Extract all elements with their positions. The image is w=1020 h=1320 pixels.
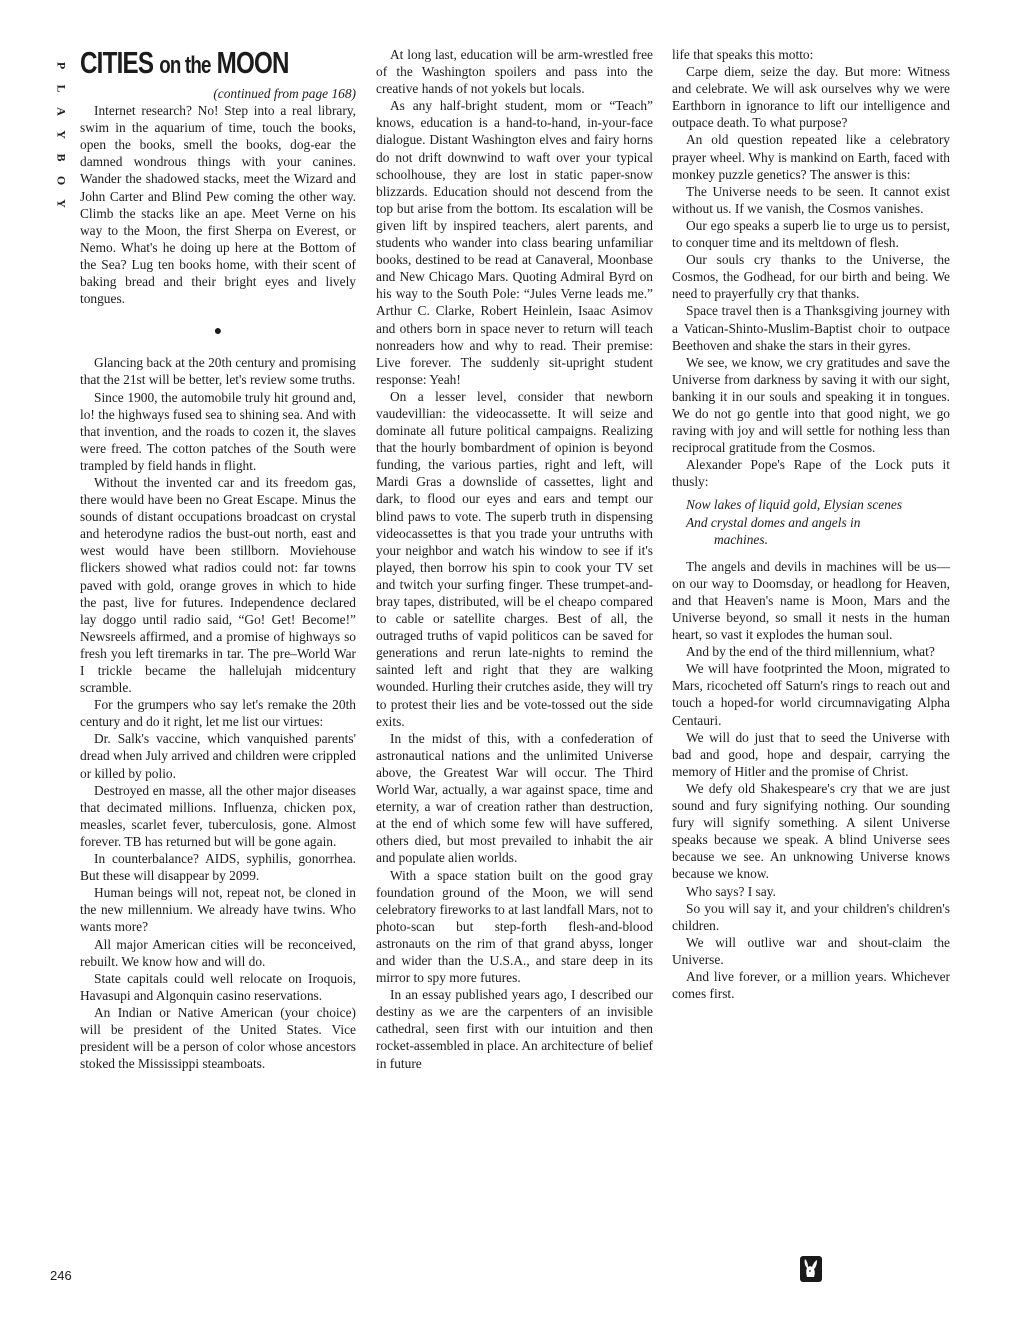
logo-letter: O [54, 175, 69, 186]
paragraph: Since 1900, the automobile truly hit ground and, lo! the highways fused sea to shining sea. And with that invention, and the roads to cozen it, the slaves were freed. The cotton patches of the South were trampled by field hands in flight. [80, 389, 356, 473]
paragraph: In counterbalance? AIDS, syphilis, gonorrhea. But these will disappear by 2099. [80, 851, 356, 884]
paragraph: Who says? I say. [686, 883, 776, 899]
paragraph: The Universe needs to be seen. It cannot exist without us. If we vanish, the Cosmos vanishes. [672, 183, 950, 216]
column-2 [376, 46, 653, 1072]
paragraph: Alexander Pope's Rape of the Lock puts it thusly: [672, 457, 950, 490]
paragraph: Destroyed en masse, all the other major diseases that decimated millions. Influenza, chicken pox, measles, scarlet fever, tuberculosis, gone. Almost forever. TB has returned but will be gone again. [80, 782, 356, 849]
paragraph: We will have footprinted the Moon, migrated to Mars, ricocheted off Saturn's rings to reach out and touch a hoped-for world circumnavigating Alpha Centauri. [672, 661, 950, 728]
logo-letter: L [54, 84, 69, 93]
paragraph: We will do just that to seed the Universe with bad and good, hope and despair, carrying the memory of Hitler and the promise of Christ. [672, 729, 950, 779]
paragraph: For the grumpers who say let's remake the 20th century and do it right, let me list our virtues: [80, 697, 356, 730]
paragraph: Glancing back at the 20th century and promising that the 21st will be better, let's review some truths. [80, 355, 356, 388]
paragraph: Our ego speaks a superb lie to urge us to persist, to conquer time and its meltdown of flesh. [672, 217, 950, 251]
paragraph: We will outlive war and shout-claim the Universe. [672, 934, 950, 967]
paragraph: State capitals could well relocate on Iroquois, Havasupi and Algonquin casino reservations. [80, 970, 356, 1003]
paragraph: So you will say it, and your children's children's children. [672, 900, 950, 933]
paragraph: And by the end of the third millennium, what? [686, 644, 935, 660]
paragraph: The angels and devils in machines will be us—on our way to Doomsday, or headlong for Heaven, and that Heaven's name is Moon, Mars and the Universe beyond, so small it nests in the human heart, so vast it explodes the human soul. [672, 558, 950, 643]
page-number: 246 [50, 1268, 72, 1283]
poem-quote [686, 496, 950, 547]
logo-letter: A [54, 107, 69, 116]
bunny-end-mark-icon [800, 1256, 822, 1282]
paragraph: Carpe diem, seize the day. But more: Witness and celebrate. We will ask ourselves why we were Earthborn in ignorance to lift our intelligence and outpace death. To what purpose? [672, 64, 950, 131]
paragraph: Internet research? No! Step into a real library, swim in the aquarium of time, touch the books, open the books, smell the books, dog-ear the damned wondrous things with your canines. Wander the shadowed stacks, meet the Wizard and John Carter and Blind Pew coming the other way. Climb the stacks like an ape. Meet Verne on his way to the Moon, the first Sherpa on Everest, or Nemo. What's he doing up here at the Bottom of the Sea? Lug ten books home, with their scent of baking bread and their bright eyes and lively tongues. [80, 103, 356, 307]
logo-letter: B [54, 153, 69, 162]
paragraph: Our souls cry thanks to the Universe, the Cosmos, the Godhead, for our birth and being. We need to prayerfully cry that thanks. [672, 252, 950, 302]
paragraph: With a space station built on the good gray foundation ground of the Moon, we will send celebratory fireworks to at last landfall Mars, not to photo-scan but step-forth flesh-and-blood astronauts on the rim of that grand abyss, longer and wider than the U.S.A., and stare deep in its mirror to spy more futures. [376, 867, 653, 986]
section-bullet: ● [213, 324, 223, 340]
article-title [80, 46, 295, 83]
logo-letter: P [54, 61, 69, 70]
logo-letter: Y [54, 130, 69, 139]
continued-note: (continued from page 168) [213, 86, 356, 101]
title-word: on the [159, 52, 211, 79]
paragraph: In the midst of this, with a confederation of astronautical nations and the unlimited Universe above, the Greatest War will occur. The Third World War, actually, a war against space, time and eternity, a war of creation rather than destruction, at the end of which some few will have suffered, others died, but most prevailed to inhabit the air and populate alien worlds. [376, 730, 653, 866]
title-word: MOON [216, 45, 289, 80]
paragraph: An Indian or Native American (your choice) will be president of the United States. Vice president will be a person of color whose ancestors stoked the Mississippi steamboats. [80, 1004, 356, 1072]
poem-line: Now lakes of liquid gold, Elysian scenes [686, 497, 903, 513]
paragraph: We defy old Shakespeare's cry that we are just sound and fury signifying nothing. Our sounding fury will signify something. A silent Universe speaks because we speak. A blind Universe sees because we see. An unknowing Universe knows because we know. [672, 780, 950, 882]
logo-letter: Y [54, 199, 69, 208]
paragraph: Dr. Salk's vaccine, which vanquished parents' dread when July arrived and children were crippled or killed by polio. [80, 731, 356, 781]
paragraph: life that speaks this motto: [672, 47, 814, 62]
paragraph: At long last, education will be arm-wrestled free of the Washington spoilers and pass into the creative hands of not yokels but locals. [376, 47, 653, 97]
paragraph: And live forever, or a million years. Whichever comes first. [672, 968, 950, 1002]
column-3 [672, 46, 950, 1002]
paragraph: We see, we know, we cry gratitudes and save the Universe from darkness by saving it with our sight, banking it in our souls and speaking it in tongues. We do not go gentle into that good night, we go raving with joy and will settle for nothing less than reciprocal gratitude from the Cosmos. [672, 354, 950, 456]
paragraph: Space travel then is a Thanksgiving journey with a Vatican-Shinto-Muslim-Baptist choir to outpace Beethoven and shake the stars in their gyres. [672, 303, 950, 353]
magazine-logo-vertical [50, 54, 72, 215]
paragraph: As any half-bright student, mom or “Teach” knows, education is a hand-to-hand, in-your-face dialogue. Distant Washington elves and fairy horns do not drift downwind to waft over your typical schoolhouse, they are lost in static paper-snow blizzards. Education should not descend from the top but arise from the bottom. Its escalation will be given lift by inspired teachers, alert parents, and students who wander into class bearing unfamiliar books, destined to be read at Canaveral, Moonbase and New Chicago Mars. Quoting Admiral Byrd on his way to the South Pole: “Jules Verne leads me.” Arthur C. Clarke, Robert Heinlein, Isaac Asimov and others born in space never to return will teach nonreaders how and why to read. Their premise: Live forever. The suddenly sit-upright student response: Yeah! [376, 98, 653, 387]
paragraph: In an essay published years ago, I described our destiny as we are the carpenters of an invisible cathedral, seen first with our intuition and then rocket-assembled in place. An architecture of belief in future [376, 987, 653, 1071]
paragraph: Human beings will not, repeat not, be cloned in the new millennium. We already have twins. Who wants more? [80, 885, 356, 935]
paragraph: All major American cities will be reconceived, rebuilt. We know how and will do. [80, 936, 356, 969]
title-word: CITIES [80, 45, 154, 80]
poem-line: And crystal domes and angels in [686, 514, 861, 530]
poem-line: machines. [714, 531, 768, 547]
paragraph: On a lesser level, consider that newborn vaudevillian: the videocassette. It will seize and dominate all future political campaigns. Realizing that the hourly bombardment of opinion is beyond funding, the various parties, right and left, will Mardi Gras a downslide of cassettes, light and dark, to flood our eyes and ears and tempt our blind paws to vote. The superb truth in dispensing videocassettes is that you trade your untruths with your neighbor and watch his window to see if it's played, then borrow his spin to cook your TV set and twitch your surfing finger. These trumpet-and-bray tapes, distributed, will be el cheapo compared to cable or satellite charges. Best of all, the outraged truths of vapid politicos can be saved for generations and rerun late-nights to remind the sainted left and right that they are walking wounded. Hurling their crutches aside, they will try to protest their lies and be vote-tossed out the side exits. [376, 388, 653, 729]
paragraph: An old question repeated like a celebratory prayer wheel. Why is mankind on Earth, faced with monkey puzzle genetics? The answer is this: [672, 132, 950, 182]
paragraph: Without the invented car and its freedom gas, there would have been no Great Escape. Minus the sounds of distant occupations broadcast on crystal and heterodyne radios the bust-out north, east and west would have been stillborn. Moviehouse flickers showed what radios could not: far towns paved with gold, orange groves in which to hide the past, live for futures. Independence declared lay doggo until radio said, “Go! Get! Become!” Newsreels affirmed, and a promise of highways so fresh you left tiremarks in tar. The pre–World War I trickle became the hallelujah midcentury scramble. [80, 474, 356, 696]
column-1 [80, 46, 356, 1072]
